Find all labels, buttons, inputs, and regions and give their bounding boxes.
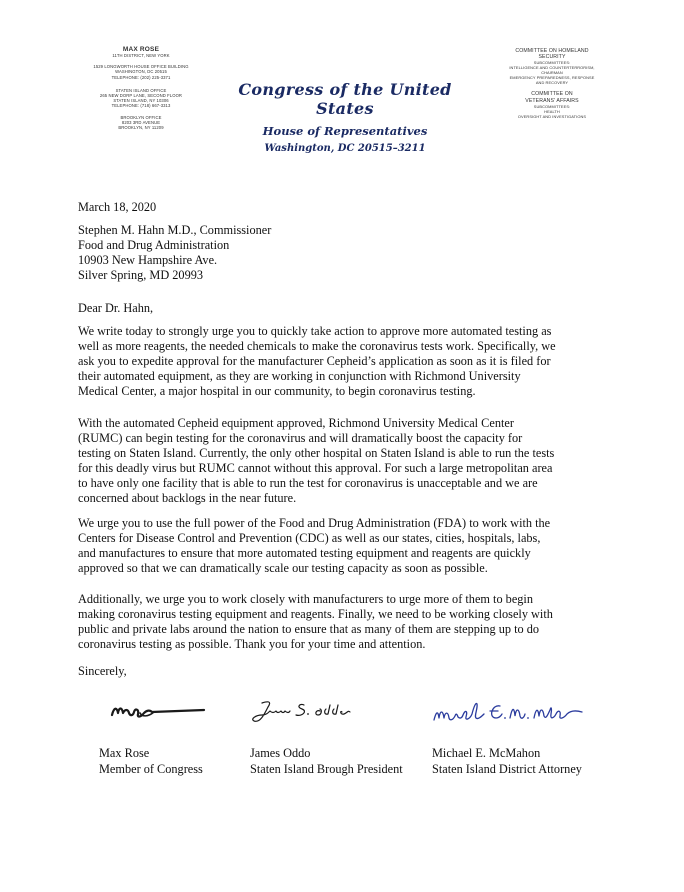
signer-title: Staten Island Brough President (250, 762, 403, 776)
paragraph-line: concerned about backlogs in the near future. (78, 491, 297, 506)
paragraph-line: to have only one facility that is able to run the test for coronavirus is unacceptable and we are (78, 476, 538, 491)
letterhead-house: House of Representatives (262, 124, 428, 138)
paragraph (78, 516, 614, 576)
paragraph-line: (RUMC) can begin testing for the coronavirus and will dramatically boost the capacity for (78, 431, 523, 446)
bk-office-line: BROOKLYN, NY 11209 (118, 125, 164, 131)
subcommittee-line: OVERSIGHT AND INVESTIGATIONS (517, 113, 587, 119)
letterhead-left-block (82, 46, 200, 130)
paragraph-line: With the automated Cepheid equipment approved, Richmond University Medical Center (78, 416, 514, 430)
signer-name: James Oddo (250, 746, 311, 760)
letterhead-congress: Congress of the United States (238, 80, 452, 118)
subcommittee-line: HEALTH (544, 108, 560, 114)
subcommittee-line: INTELLIGENCE AND COUNTERTERRORISM, (509, 65, 595, 71)
dc-office-line: TELEPHONE: (202) 225-3371 (111, 74, 171, 80)
si-office-line: TELEPHONE: (718) 667-3313 (111, 103, 171, 109)
paragraph-line: Additionally, we urge you to work closely with manufacturers to urge more of them to begin (78, 592, 533, 606)
recipient-address (78, 223, 614, 283)
paragraph-line: Medical Center, a major hospital in our community, to begin coronavirus testing. (78, 384, 476, 399)
subcommittee-line: SUBCOMMITTEES: (533, 60, 571, 66)
signer-max-rose (99, 745, 203, 777)
committee-name: COMMITTEE ON HOMELAND (515, 48, 589, 54)
subcommittee-line: SUBCOMMITTEES: (533, 103, 571, 109)
letterhead-city: Washington, DC 20515–3211 (264, 143, 426, 154)
paragraph-line: We urge you to use the full power of the Food and Drug Administration (FDA) to work with the (78, 516, 551, 530)
closing: Sincerely, (78, 664, 127, 678)
letter-date: March 18, 2020 (78, 200, 157, 214)
paragraph-line: for this deadly virus but RUMC cannot without this approval. For such a large metropolitan area (78, 461, 553, 476)
bk-office-line: BROOKLYN OFFICE (120, 114, 162, 120)
committee-name: COMMITTEE ON (531, 91, 573, 98)
dc-office-line: 1529 LONGWORTH HOUSE OFFICE BUILDING (93, 64, 189, 70)
paragraph-line: ask you to expedite approval for the manufacturer Cepheid’s application as soon as it is filed for (78, 354, 551, 369)
signature-michael-mcmahon (430, 696, 590, 728)
recipient-line: 10903 New Hampshire Ave. (78, 253, 218, 268)
letterhead-right-block (500, 48, 604, 119)
salutation: Dear Dr. Hahn, (78, 301, 154, 315)
signer-title: Staten Island District Attorney (432, 762, 582, 776)
paragraph-line: coronavirus testing as possible. Thank you for your time and attention. (78, 637, 426, 652)
member-name: MAX ROSE (122, 46, 160, 53)
signer-name: Max Rose (99, 746, 150, 760)
signer-james-oddo (250, 745, 403, 777)
member-district: 11TH DISTRICT, NEW YORK (112, 53, 170, 58)
signer-title: Member of Congress (99, 762, 203, 776)
dc-office-line: WASHINGTON, DC 20515 (115, 69, 167, 75)
signature-james-oddo (250, 697, 360, 727)
signer-michael-mcmahon (432, 745, 582, 777)
paragraph (78, 592, 614, 652)
paragraph-line: approved so that we can dramatically scale our testing capacity as soon as possible. (78, 561, 488, 576)
subcommittee-line: CHAIRMAN (541, 70, 563, 76)
subcommittee-line: EMERGENCY PREPAREDNESS, RESPONSE (509, 75, 595, 81)
paragraph-line: We write today to strongly urge you to quickly take action to approve more automated testing as (78, 324, 552, 338)
paragraph (78, 324, 614, 399)
si-office-line: STATEN ISLAND, NY 10306 (113, 98, 169, 104)
letterhead-title-block (226, 80, 464, 154)
paragraph-line: public and private labs around the nation to ensure that as many of them are stepping up to do (78, 622, 540, 637)
committee-name: SECURITY (538, 54, 566, 61)
committee-name: VETERANS' AFFAIRS (525, 97, 579, 104)
paragraph-line: testing on Staten Island. Currently, the only other hospital on Staten Island is able to run the tests (78, 446, 555, 461)
paragraph-line: Centers for Disease Control and Prevention (CDC) as well as our states, cities, hospitals, labs, (78, 531, 541, 546)
signer-name: Michael E. McMahon (432, 746, 541, 760)
subcommittee-line: AND RECOVERY (535, 80, 569, 86)
paragraph-line: their automated equipment, as they are working in conjunction with Richmond University (78, 369, 521, 384)
paragraph-line: making coronavirus testing equipment and reagents. Finally, we need to be working closely with (78, 607, 553, 622)
paragraph (78, 416, 614, 507)
paragraph-line: and manufactures to ensure that more automated testing equipment and reagents are quickly (78, 546, 531, 561)
recipient-line: Silver Spring, MD 20993 (78, 268, 204, 283)
recipient-line: Stephen M. Hahn M.D., Commissioner (78, 223, 272, 237)
signature-max-rose (108, 697, 208, 723)
si-office-line: 265 NEW DORP LANE, SECOND FLOOR (99, 93, 183, 99)
si-office-line: STATEN ISLAND OFFICE (115, 87, 167, 93)
bk-office-line: 8203 3RD AVENUE (121, 119, 161, 125)
recipient-line: Food and Drug Administration (78, 238, 230, 253)
paragraph-line: well as more reagents, the needed chemicals to make the coronavirus tests work. Specifically, we (78, 339, 556, 354)
